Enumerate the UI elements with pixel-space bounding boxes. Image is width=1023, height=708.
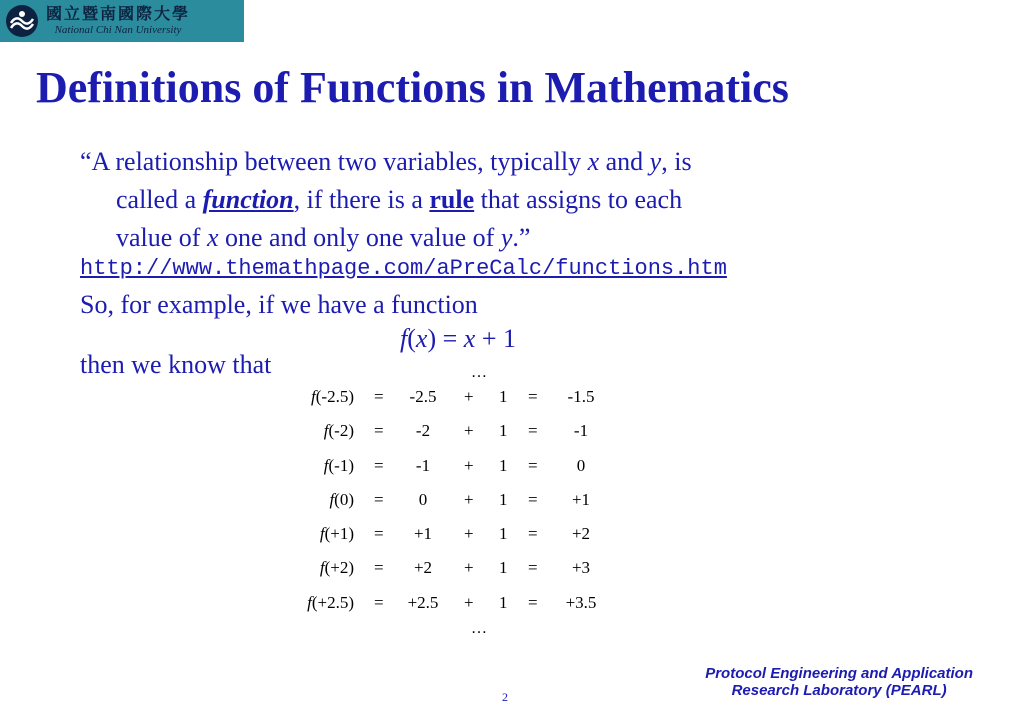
quote-var-y: y	[649, 147, 662, 176]
row-equals: =	[374, 592, 384, 612]
row-plus: +	[464, 524, 474, 544]
row-equals: =	[374, 387, 384, 406]
row-equals: =	[528, 558, 538, 578]
row-one: 1	[499, 524, 508, 544]
row-plus: +	[464, 489, 474, 509]
row-label	[280, 421, 354, 441]
row-x-value: +1	[413, 524, 433, 544]
row-arg: (-2)	[328, 421, 354, 441]
row-f: f	[323, 455, 329, 475]
row-x-value: -2	[415, 421, 431, 441]
row-one: 1	[499, 558, 508, 578]
row-equals: =	[374, 489, 384, 509]
row-plus: +	[464, 421, 474, 441]
row-x-value: +2	[413, 558, 433, 578]
row-result: +3.5	[565, 592, 597, 612]
formula-equals: ) =	[427, 324, 464, 353]
row-one: 1	[499, 489, 508, 509]
row-equals: =	[374, 524, 384, 544]
row-plus: +	[464, 592, 474, 612]
row-equals: =	[374, 455, 384, 475]
quote-text: , if there is a	[293, 185, 430, 214]
row-one: 1	[499, 592, 508, 612]
quote-text: called a	[116, 185, 203, 214]
lab-footer	[705, 665, 973, 699]
row-equals: =	[528, 421, 538, 441]
row-label	[280, 456, 354, 476]
row-equals: =	[528, 524, 538, 544]
formula-x: x	[463, 324, 476, 353]
logo-chinese-name: 國立暨南國際大學	[46, 4, 191, 23]
row-plus: +	[464, 558, 474, 578]
definition-quote	[80, 143, 860, 257]
formula-paren: (	[407, 324, 416, 353]
page-number: 2	[502, 690, 508, 704]
row-equals: =	[528, 387, 538, 406]
quote-var-x: x	[587, 147, 600, 176]
row-label	[280, 558, 354, 578]
row-x-value: +2.5	[407, 592, 439, 612]
row-plus: +	[464, 455, 474, 475]
row-result: +3	[571, 558, 591, 578]
row-one: 1	[499, 421, 508, 441]
university-logo	[0, 0, 244, 42]
quote-text: .”	[512, 223, 531, 252]
row-arg: (-1)	[328, 455, 354, 475]
row-equals: =	[528, 489, 538, 509]
then-text: then we know that	[80, 350, 272, 379]
row-label	[280, 387, 354, 407]
university-emblem-icon	[4, 3, 40, 39]
slide-title: Definitions of Functions in Mathematics	[36, 63, 789, 112]
quote-text: “A relationship between two variables, typically	[80, 147, 588, 176]
row-f: f	[311, 387, 316, 406]
row-x-value: -1	[415, 455, 431, 475]
row-f: f	[307, 592, 312, 612]
row-label	[280, 524, 354, 544]
source-link[interactable]: http://www.themathpage.com/aPreCalc/functions.htm	[80, 256, 727, 281]
function-term: function	[202, 185, 294, 214]
row-arg: (+1)	[324, 524, 354, 544]
row-result: -1.5	[567, 387, 595, 406]
row-one: 1	[499, 455, 508, 475]
formula-plus-one: + 1	[475, 324, 516, 353]
row-arg: (0)	[334, 489, 354, 509]
function-formula	[400, 324, 516, 354]
row-equals: =	[528, 455, 538, 475]
formula-x: x	[415, 324, 428, 353]
row-f: f	[319, 558, 325, 578]
ellipsis-top: …	[471, 364, 487, 381]
footer-line-2: Research Laboratory (PEARL)	[731, 682, 947, 699]
quote-text: that assigns to each	[474, 185, 683, 214]
quote-var-y: y	[500, 223, 513, 252]
row-result: +1	[571, 489, 591, 509]
formula-f: f	[400, 324, 408, 353]
row-f: f	[329, 489, 335, 509]
row-equals: =	[374, 558, 384, 578]
row-label	[280, 490, 354, 510]
row-equals: =	[528, 592, 538, 612]
logo-english-name: National Chi Nan University	[54, 24, 182, 36]
row-one: 1	[499, 387, 508, 406]
row-arg: (+2)	[324, 558, 354, 578]
row-f: f	[319, 524, 325, 544]
row-result: +2	[571, 524, 591, 544]
quote-text: , is	[661, 147, 692, 176]
row-arg: (+2.5)	[311, 592, 354, 612]
quote-text: value of	[116, 223, 207, 252]
row-arg: (-2.5)	[315, 387, 354, 406]
row-result: 0	[576, 455, 586, 475]
row-x-value: -2.5	[409, 387, 437, 406]
ellipsis-bottom: …	[471, 620, 487, 637]
footer-line-1: Protocol Engineering and Application	[705, 665, 973, 682]
example-text: So, for example, if we have a function	[80, 290, 478, 319]
quote-text: and	[599, 147, 650, 176]
quote-var-x: x	[206, 223, 219, 252]
rule-term: rule	[429, 185, 475, 214]
row-f: f	[323, 421, 329, 441]
row-label	[280, 593, 354, 613]
quote-text: one and only one value of	[218, 223, 501, 252]
row-equals: =	[374, 421, 384, 441]
row-x-value: 0	[418, 489, 428, 509]
row-result: -1	[573, 421, 589, 441]
row-plus: +	[464, 387, 474, 406]
